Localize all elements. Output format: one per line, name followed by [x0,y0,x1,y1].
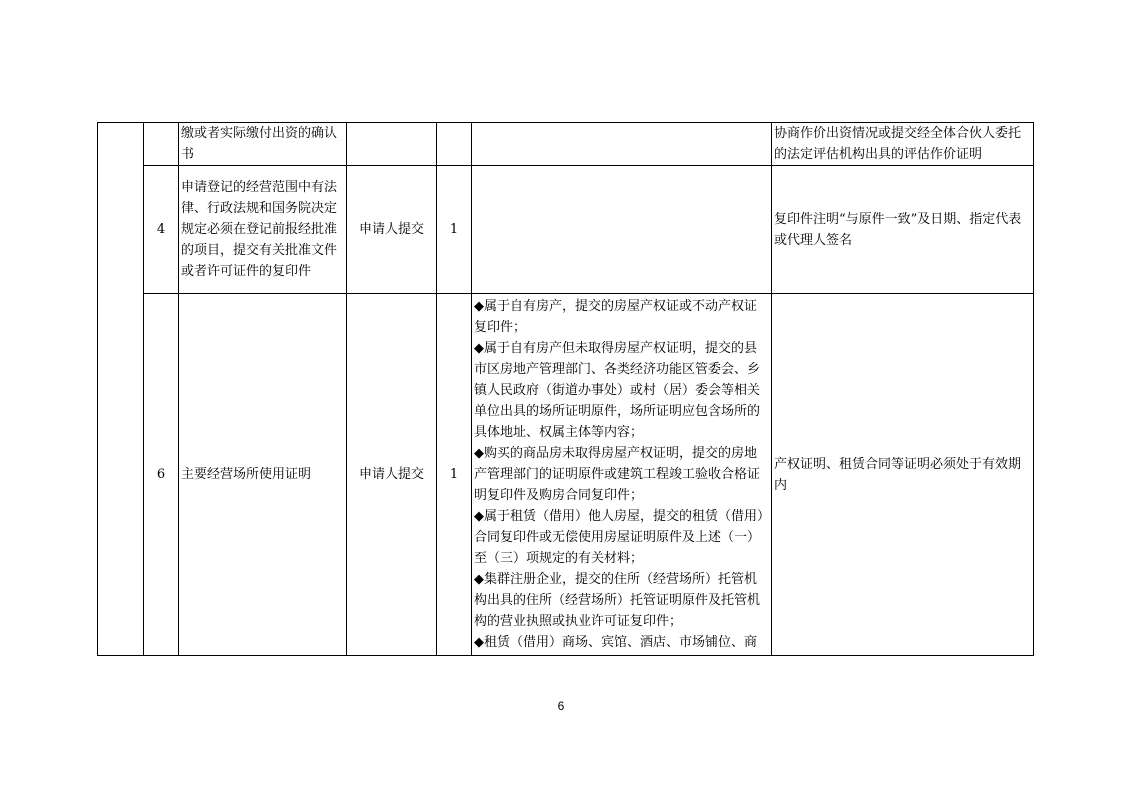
requirement-item: ◆集群注册企业，提交的住所（经营场所）托管机构出具的住所（经营场所）托管证明原件及托管机构的营业执照或执业许可证复印件； [474,572,761,629]
requirement-item: ◆属于自有房产，提交的房屋产权证或不动产权证复印件； [474,299,757,335]
material-name-cell: 缴或者实际缴付出资的确认书 [179,123,347,166]
requirement-item: ◆属于租赁（借用）他人房屋，提交的租赁（借用）合同复印件或无偿使用房屋证明原件及上述（一）至（三）项规定的有关材料； [474,509,764,566]
submitter-cell [347,123,437,166]
material-name-cell: 申请登记的经营范围中有法律、行政法规和国务院决定规定必须在登记前报经批准的项目，提交有关批准文件或者许可证件的复印件 [179,166,347,294]
requirement-item: ◆购买的商品房未取得房屋产权证明，提交的房地产管理部门的证明原件或建筑工程竣工验收合格证明复印件及购房合同复印件； [474,446,761,503]
row-number-cell: 6 [144,294,179,656]
notes-cell: 协商作价出资情况或提交经全体合伙人委托的法定评估机构出具的评估作价证明 [772,123,1034,166]
materials-table [97,122,1034,656]
copies-cell [437,123,472,166]
row-number-cell: 4 [144,166,179,294]
submitter-cell: 申请人提交 [347,166,437,294]
page-number: 6 [557,699,565,713]
submitter-cell: 申请人提交 [347,294,437,656]
copies-cell: 1 [437,166,472,294]
table-row [98,166,1034,294]
table-row [98,294,1034,656]
row-number-cell [144,123,179,166]
table-row [98,123,1034,166]
notes-cell: 复印件注明“与原件一致”及日期、指定代表或代理人签名 [772,166,1034,294]
copies-cell: 1 [437,294,472,656]
merged-category-cell [98,123,144,656]
requirements-cell [472,123,772,166]
notes-cell: 产权证明、租赁合同等证明必须处于有效期内 [772,294,1034,656]
requirement-item: ◆租赁（借用）商场、宾馆、酒店、市场铺位、商 [474,635,757,650]
requirements-cell [472,166,772,294]
requirement-item: ◆属于自有房产但未取得房屋产权证明，提交的县市区房地产管理部门、各类经济功能区管委会、乡镇人民政府（街道办事处）或村（居）委会等相关单位出具的场所证明原件，场所证明应包含场所的具体地址、权属主体等内容； [474,341,761,440]
material-name-cell: 主要经营场所使用证明 [179,294,347,656]
requirements-cell [472,294,772,656]
